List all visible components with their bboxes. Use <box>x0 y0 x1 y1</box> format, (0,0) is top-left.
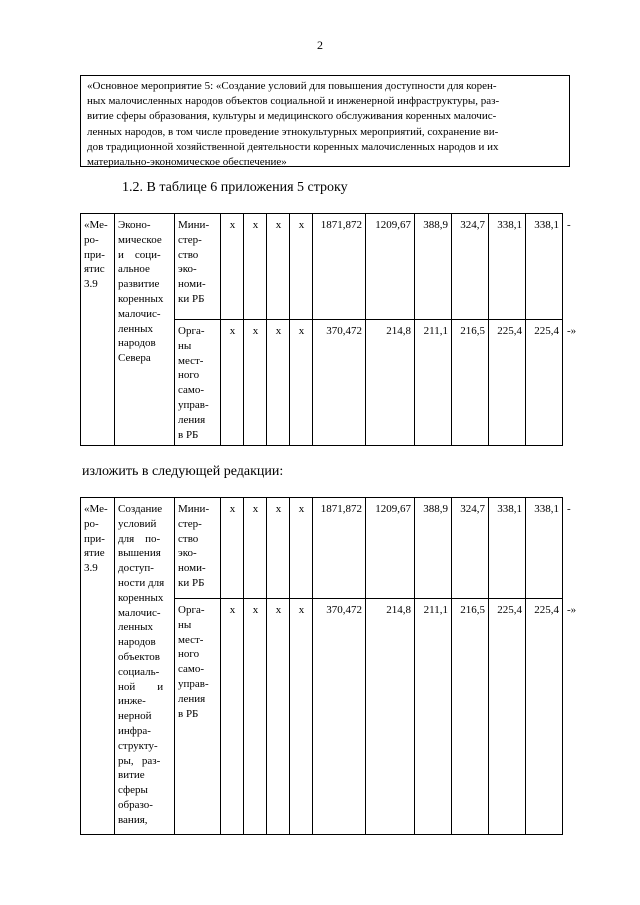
cell-line: управ- <box>178 677 209 690</box>
row-tail: -» <box>567 603 577 616</box>
intro-box <box>80 75 570 167</box>
cell-line: народов <box>118 636 156 649</box>
value-cell: 338,1 <box>489 214 526 320</box>
value-cell: 338,1 <box>489 498 526 599</box>
cell-line: само- <box>178 384 205 397</box>
x-cell: х <box>290 320 313 446</box>
value-cell: 214,8 <box>366 320 415 446</box>
x-cell: х <box>244 214 267 320</box>
intro-line: «Основное мероприятие 5: «Создание условий для повышения доступности для корен- <box>87 80 497 92</box>
value-cell: 225,4 <box>489 320 526 446</box>
cell-line: вышения <box>118 547 161 560</box>
row-tail: -» <box>567 324 577 337</box>
cell-line: управ- <box>178 398 209 411</box>
value-cell: 1871,872 <box>313 214 366 320</box>
cell-line: ки РБ <box>178 576 205 589</box>
cell-line: ро- <box>84 517 99 530</box>
cell-line: и соци- <box>118 248 161 261</box>
row-tail: - <box>567 502 571 515</box>
x-cell: х <box>267 498 290 599</box>
cell-line: ного <box>178 369 200 382</box>
intro-line: дов традиционной хозяйственной деятельности коренных малочисленных народов и их <box>87 140 499 153</box>
x-cell: х <box>221 599 244 835</box>
cell-line: социаль- <box>118 665 160 678</box>
cell-line: в РБ <box>178 428 199 441</box>
cell-line: номи- <box>178 278 206 291</box>
cell-line: в РБ <box>178 707 199 720</box>
cell-line: ство <box>178 532 199 545</box>
cell-line: нерной <box>118 710 152 723</box>
x-cell: х <box>244 498 267 599</box>
cell-line: ления <box>178 413 206 426</box>
value-cell: 370,472 <box>313 320 366 446</box>
cell-line: ленных <box>118 621 154 634</box>
cell-line: для по- <box>118 532 161 545</box>
intro-line: материально-экономическое обеспечение» <box>87 156 287 169</box>
cell-line: ности для <box>118 576 165 589</box>
intro-line: ных малочисленных народов объектов социальной и инженерной инфраструктуры, раз- <box>87 95 500 108</box>
cell-line: доступ- <box>118 562 154 575</box>
value-cell: 225,4 <box>526 320 563 446</box>
cell-line: структу- <box>118 739 158 752</box>
cell-line: ятие <box>84 547 105 560</box>
value-cell: 225,4 <box>489 599 526 835</box>
x-cell: х <box>290 599 313 835</box>
cell-line: ки РБ <box>178 292 205 305</box>
table-new <box>80 497 587 835</box>
value-cell: 324,7 <box>452 498 489 599</box>
executor-cell <box>175 320 221 446</box>
value-cell: 216,5 <box>452 320 489 446</box>
executor-cell <box>175 599 221 835</box>
row-tail: - <box>567 218 571 231</box>
intro-line: витие сферы образования, культуры и медицинского обслуживания коренных малочис- <box>87 110 497 123</box>
cell-line: «Ме- <box>84 219 108 231</box>
value-cell: 1871,872 <box>313 498 366 599</box>
cell-line: Мини- <box>178 219 210 231</box>
table-old <box>80 213 587 446</box>
cell-line: эко- <box>178 547 197 560</box>
cell-line: коренных <box>118 591 164 604</box>
cell-line: мест- <box>178 633 204 646</box>
value-cell: 1209,67 <box>366 214 415 320</box>
cell-line: Орга- <box>178 604 205 616</box>
event-title-cell <box>115 498 175 835</box>
cell-line: инже- <box>118 695 146 708</box>
cell-line: при- <box>84 532 105 545</box>
cell-line: мест- <box>178 354 204 367</box>
x-cell: х <box>290 498 313 599</box>
x-cell: х <box>267 214 290 320</box>
cell-line: 3.9 <box>84 562 98 575</box>
value-cell: 370,472 <box>313 599 366 835</box>
executor-cell <box>175 214 221 320</box>
value-cell: 388,9 <box>415 498 452 599</box>
value-cell: 1209,67 <box>366 498 415 599</box>
x-cell: х <box>267 599 290 835</box>
cell-line: Создание <box>118 503 163 515</box>
cell-line: Мини- <box>178 503 210 515</box>
x-cell: х <box>267 320 290 446</box>
value-cell: 324,7 <box>452 214 489 320</box>
cell-line: ного <box>178 648 200 661</box>
cell-line: коренных <box>118 292 164 305</box>
value-cell: 211,1 <box>415 320 452 446</box>
cell-line: «Ме- <box>84 503 108 515</box>
cell-line: ления <box>178 692 206 705</box>
cell-line: Эконо- <box>118 219 151 231</box>
cell-line: альное <box>118 263 150 276</box>
cell-line: объектов <box>118 650 160 663</box>
value-cell: 338,1 <box>526 498 563 599</box>
cell-line: развитие <box>118 278 160 291</box>
cell-line: стер- <box>178 517 202 530</box>
cell-line: малочис- <box>118 307 161 320</box>
cell-line: малочис- <box>118 606 161 619</box>
cell-line: сферы <box>118 784 148 797</box>
executor-cell <box>175 498 221 599</box>
cell-line: ятис <box>84 263 105 276</box>
heading-new-edition: изложить в следующей редакции: <box>82 464 284 479</box>
x-cell: х <box>244 599 267 835</box>
cell-line: ны <box>178 339 192 352</box>
event-title-cell <box>115 214 175 446</box>
cell-line: инфра- <box>118 724 151 737</box>
intro-line: ленных народов, в том числе проведение этнокультурных мероприятий, сохранение ви- <box>87 125 499 138</box>
cell-line: витие <box>118 769 145 782</box>
cell-line: мическое <box>118 233 162 246</box>
x-cell: х <box>290 214 313 320</box>
page-number: 2 <box>317 38 323 52</box>
event-number-cell <box>81 214 115 446</box>
value-cell: 214,8 <box>366 599 415 835</box>
cell-line: Севера <box>118 352 151 365</box>
cell-line: народов <box>118 337 156 350</box>
cell-line: ро- <box>84 233 99 246</box>
cell-line: ленных <box>118 322 154 335</box>
value-cell: 216,5 <box>452 599 489 835</box>
event-number-cell <box>81 498 115 835</box>
cell-line: эко- <box>178 263 197 276</box>
cell-line: ство <box>178 248 199 261</box>
cell-line: стер- <box>178 233 202 246</box>
cell-line: образо- <box>118 798 153 811</box>
cell-line: Орга- <box>178 325 205 337</box>
x-cell: х <box>244 320 267 446</box>
x-cell: х <box>221 320 244 446</box>
heading-replace-row: 1.2. В таблице 6 приложения 5 строку <box>122 180 348 195</box>
cell-line: само- <box>178 663 205 676</box>
cell-line: ны <box>178 618 192 631</box>
cell-line: 3.9 <box>84 278 98 291</box>
cell-line: при- <box>84 248 105 261</box>
value-cell: 225,4 <box>526 599 563 835</box>
cell-line: номи- <box>178 562 206 575</box>
x-cell: х <box>221 214 244 320</box>
value-cell: 338,1 <box>526 214 563 320</box>
x-cell: х <box>221 498 244 599</box>
cell-line: вания, <box>118 813 148 826</box>
value-cell: 388,9 <box>415 214 452 320</box>
value-cell: 211,1 <box>415 599 452 835</box>
cell-line: ры, раз- <box>118 754 161 767</box>
cell-line: ной и <box>118 680 164 693</box>
cell-line: условий <box>118 517 157 530</box>
